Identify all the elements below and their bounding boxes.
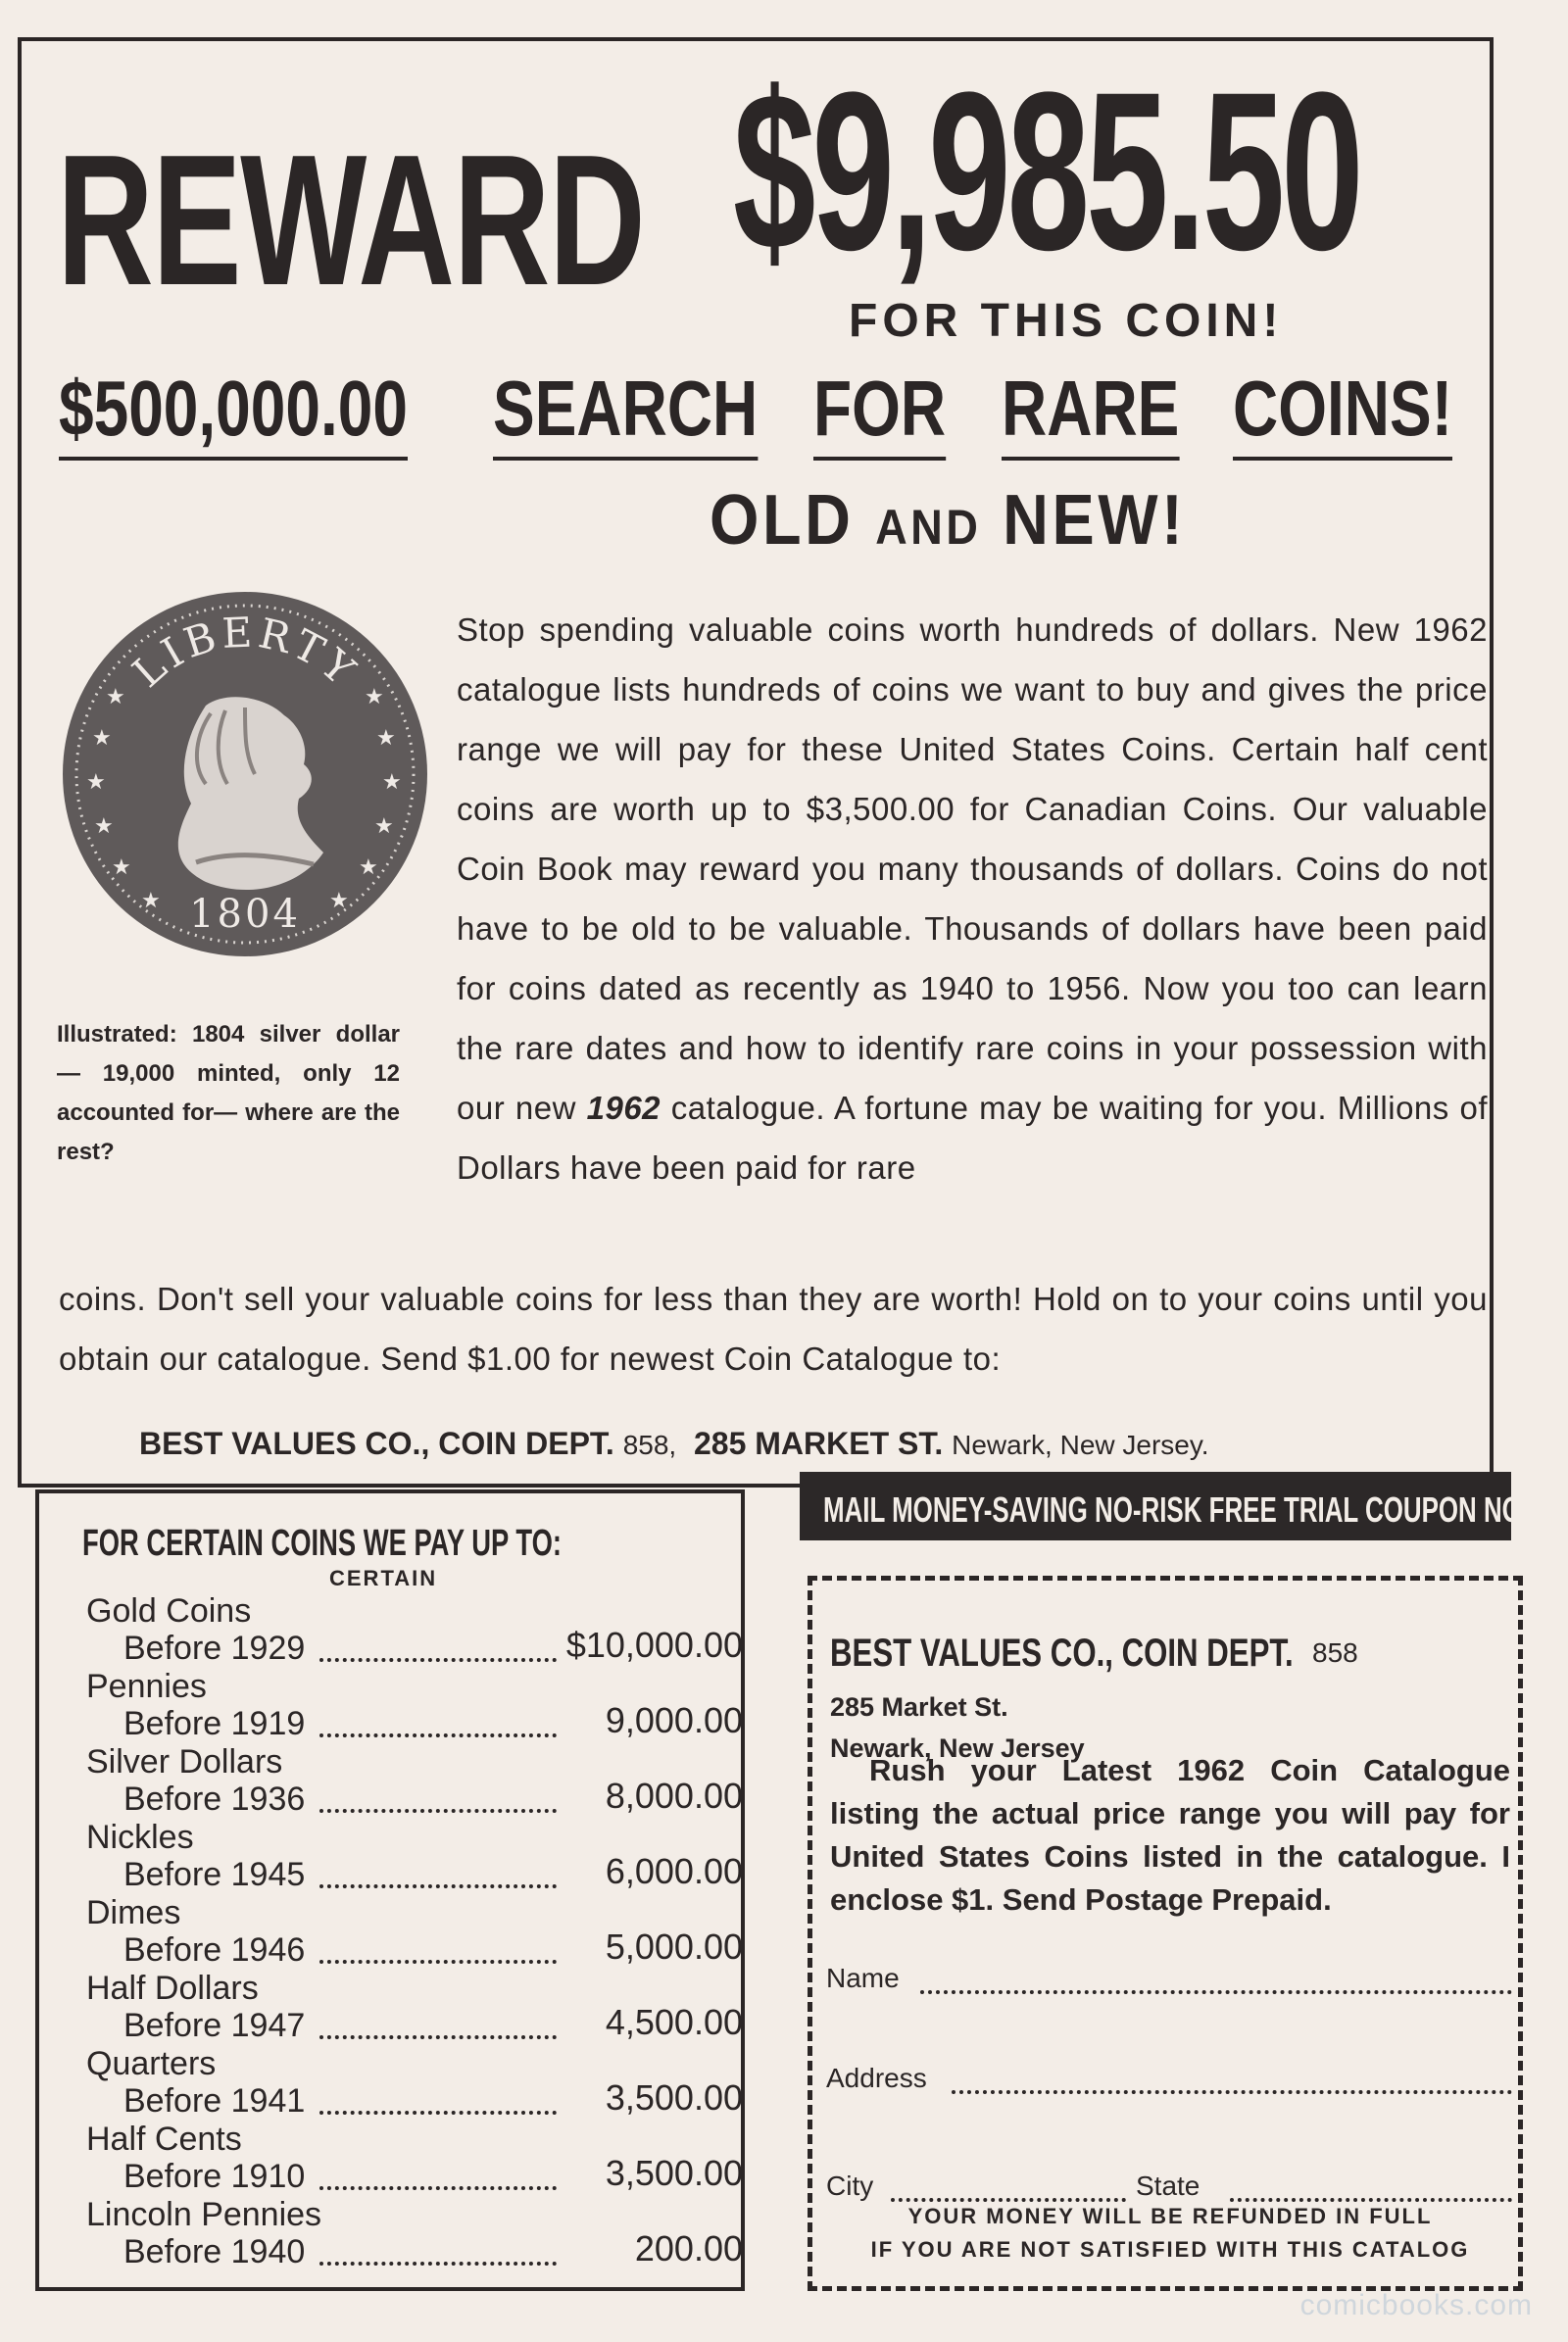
svg-text:★: ★ [365,685,384,709]
coin-amount: 6,000.00 [605,1851,743,1891]
address-city: Newark, New Jersey. [952,1430,1209,1460]
body-text-main: Stop spending valuable coins worth hundreds of dollars. New 1962 catalogue lists hundreds of coins we want to buy and gives the price range we will pay for these United States Coins. Certain half cent coins are worth up to $3,500.00 for Canadian Coins. Our valuable Coin Book may reward you many thousands of dollars. Coins do not have to be old to be valuable. Thousands of dollars have been paid for coins dated as recently as 1940 to 1956. Now you too can learn the rare dates and how to identify rare coins in your possession with our new [457,611,1488,1126]
address-street: 285 MARKET ST. [693,1426,944,1461]
price-list-box [35,1489,745,2291]
coin-year: Before 1941 [123,2082,306,2120]
body-paragraph [457,600,1488,1197]
coin-year: Before 1940 [123,2233,306,2270]
svg-text:★: ★ [112,855,131,880]
old-and-new [710,480,1186,561]
body-year: 1962 [586,1090,662,1126]
svg-text:★: ★ [94,814,114,839]
price-list-title: FOR CERTAIN COINS WE PAY UP TO: [82,1523,563,1564]
dot-leader [319,2085,557,2115]
new-word: NEW! [1003,481,1187,560]
price-list-item [86,1895,743,1971]
coin-icon [59,588,431,960]
for-this-coin: FOR THIS COIN! [849,295,1284,347]
coupon-street: 285 Market St. [830,1692,1008,1722]
search-line [59,365,1470,472]
coupon-city: Newark, New Jersey [830,1733,1085,1763]
coupon-banner-text: MAIL MONEY-SAVING NO-RISK FREE TRIAL COUPON NOW! [823,1489,1554,1530]
mailing-address [139,1426,1452,1462]
price-list-item [86,2046,743,2122]
headline [57,45,1468,347]
price-list-item [86,1744,743,1820]
address-field[interactable] [826,2063,1512,2102]
dot-leader [319,1783,557,1813]
name-label: Name [826,1963,900,1993]
coin-amount: 4,500.00 [605,2002,743,2042]
order-coupon[interactable] [808,1576,1523,2291]
coupon-body: Rush your Latest 1962 Coin Catalogue listing the actual price range you will pay for United States Coins listed in the catalogue. I enclose $1. Send Postage Prepaid. [830,1753,1510,1917]
search-rare-word: RARE [1002,365,1179,461]
coin-legend: LIBERTY [122,608,368,697]
coin-category: Half Dollars [86,1970,259,2007]
coin-amount: 3,500.00 [605,2077,743,2118]
city-label: City [826,2171,874,2201]
and-word: AND [875,500,982,555]
coin-category: Dimes [86,1894,181,1931]
coin-year: Before 1947 [123,2007,306,2044]
svg-text:★: ★ [92,726,112,751]
refund-notice-2: IF YOU ARE NOT SATISFIED WITH THIS CATALOG [870,2237,1470,2262]
coin-category: Quarters [86,2045,217,2082]
refund-notice-1: YOUR MONEY WILL BE REFUNDED IN FULL [907,2204,1433,2228]
coin-category: Lincoln Pennies [86,2196,322,2233]
coin-amount: 5,000.00 [605,1927,743,1967]
coin-amount: 9,000.00 [605,1700,743,1740]
price-list [86,1593,743,2272]
search-for-word: FOR [813,365,946,461]
dot-leader [319,2236,557,2266]
coin-category: Pennies [86,1668,207,1705]
svg-text:★: ★ [86,770,106,795]
dot-leader [319,2010,557,2039]
svg-text:★: ★ [106,685,125,709]
address-line[interactable] [952,2088,1512,2094]
price-list-item [86,1593,743,1669]
coupon-company: BEST VALUES CO., COIN DEPT. [830,1632,1294,1675]
coin-year: Before 1929 [123,1630,306,1667]
price-list-item [86,2197,743,2272]
old-word: OLD [710,481,855,560]
coupon-dept: 858 [1312,1637,1358,1668]
dot-leader [319,1708,557,1737]
coin-amount: $10,000.00 [565,1625,743,1665]
price-list-item [86,1971,743,2046]
address-company: BEST VALUES CO., COIN DEPT. [139,1426,614,1461]
city-line[interactable] [891,2196,1126,2202]
svg-text:★: ★ [374,814,394,839]
coin-category: Silver Dollars [86,1743,283,1781]
svg-text:★: ★ [141,889,161,913]
coin-year: Before 1946 [123,1931,306,1969]
dot-leader [319,1633,557,1662]
coin-caption: Illustrated: 1804 silver dollar — 19,000 minted, only 12 accounted for— where are the rest? [57,1021,400,1165]
coin-year: Before 1919 [123,1705,306,1742]
coin-date: 1804 [189,892,301,937]
svg-text:★: ★ [382,770,402,795]
coupon-banner [800,1472,1554,1540]
price-list-item [86,2122,743,2197]
reward-word: REWARD [57,117,645,324]
body-text-end: catalogue. A fortune may be waiting for you. Millions of Dollars have been paid for rare [457,1090,1488,1186]
coin-category: Nickles [86,1819,194,1856]
price-list-item [86,1669,743,1744]
search-coins-word: COINS! [1233,365,1452,461]
address-dept: 858, [622,1430,677,1460]
name-line[interactable] [920,1988,1512,1994]
dot-leader [319,1859,557,1888]
state-label: State [1136,2171,1200,2201]
price-list-item [86,1820,743,1895]
price-list-subtitle: CERTAIN [329,1566,438,1590]
state-line[interactable] [1230,2196,1512,2202]
coin-amount: 3,500.00 [605,2153,743,2193]
watermark: comicbooks.com [1299,2289,1533,2321]
svg-text:★: ★ [329,889,349,913]
name-field[interactable] [826,1963,1512,2002]
dot-leader [319,2161,557,2190]
search-word: SEARCH [493,365,758,461]
coin-category: Half Cents [86,2121,242,2158]
coupon-header [830,1632,1424,1676]
coin-year: Before 1936 [123,1781,306,1818]
coin-amount: 8,000.00 [605,1776,743,1816]
body-paragraph-continued: coins. Don't sell your valuable coins for less than they are worth! Hold on to your coins until you obtain our catalogue. Send $1.00 for newest Coin Catalogue to: [59,1281,1488,1377]
dot-leader [319,1934,557,1964]
address-label: Address [826,2063,927,2093]
search-amount: $500,000.00 [59,365,408,461]
svg-text:★: ★ [359,855,378,880]
reward-amount: $9,985.50 [733,45,1360,297]
coin-year: Before 1945 [123,1856,306,1893]
coin-category: Gold Coins [86,1592,252,1630]
coin-year: Before 1910 [123,2158,306,2195]
silver-dollar-coin-illustration [59,588,431,960]
svg-text:★: ★ [376,726,396,751]
coin-amount: 200.00 [634,2228,743,2269]
